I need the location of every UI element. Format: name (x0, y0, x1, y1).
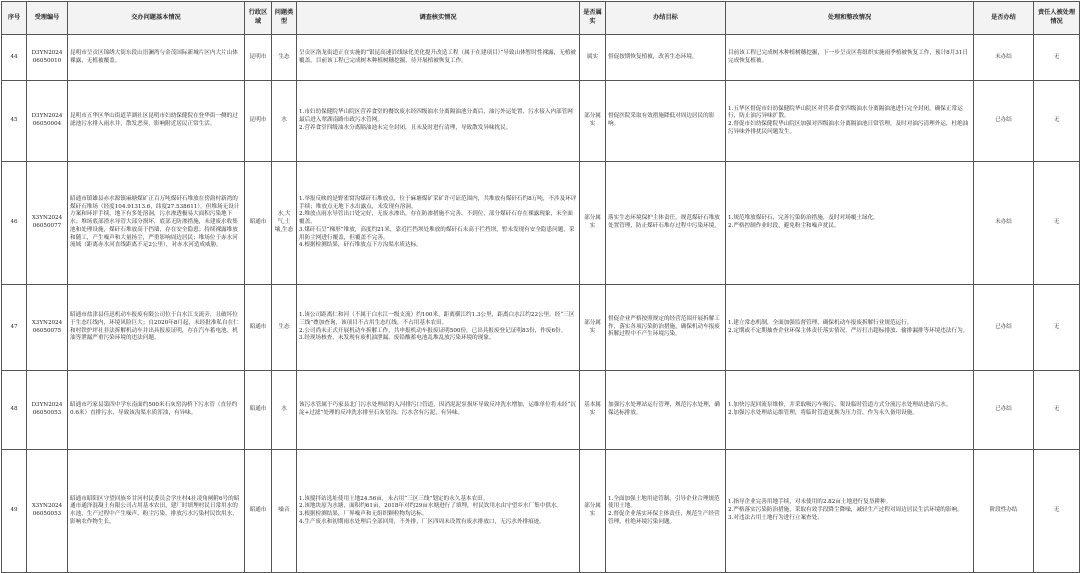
cell-seq: 47 (2, 285, 27, 371)
cell-goal: 加强污水处理站运行管理，规范污水处理，确保达标排放。 (606, 371, 726, 450)
cell-type: 水 (272, 81, 297, 162)
cell-region: 昭通市 (245, 162, 272, 285)
cell-type: 生态 (272, 285, 297, 371)
cell-liability: 无 (1034, 162, 1080, 285)
cell-region: 昆明市 (245, 81, 272, 162)
cell-issue: 昭通市盐津县佳迅机动车报废有限公司位于白水江支流旁，且破坏位于生态红线内，环境风险巨大；自2020年8月起，未经批准私自在仁和村铁炉坪社非法拆解机动车并出具报废证明，存在汽车蓄电池、机油等泄漏严重污染环境的违法问题。 (68, 285, 245, 371)
table-header-row (2, 2, 1080, 35)
cell-seq: 49 (2, 450, 27, 573)
cell-issue: 昭通市镇雄县赤水源镇麻塘煤矿正百万吨煤矸石堆放在傍韵村新湾的煤矸石堆场（经度104.91313.6，纬度27.538611），但堆场无设计方案和环评手续，地下有多处溶洞，污水渗透极易大面积污染地下水；堆场底部渣水导管大部分损坏，底部无防渗措施，未建废水收集池和处理设施，煤矸石堆放高于挡墙，存在安全隐患；持续裸露堆放和随工，产生噪声和大量扬尘，严重影响周边居民；堆场位于赤水河流域（距离赤水河直线距离不足2公里），对赤水河造成威胁。 (68, 162, 245, 285)
cell-goal: 1.全面加强土地用途管制，引导企业合理规范使用土地。 2.督促企业落实环保主体责任，规范生产经营管理，杜绝环境污染问题。 (606, 450, 726, 573)
header-verified: 是否属实 (580, 2, 606, 35)
cell-liability: 无 (1034, 81, 1080, 162)
cell-goal: 督促企业严格按照规定的经营范围开展拆解工作，落实各项污染防治措施，确保机动车报废拆解过程中不产生环境污染。 (606, 285, 726, 371)
cell-issue: 昆明市五华区华山街道苹湖社区昆明市妇幼保健院在登华街一侧的过滤池污水排入雨水井，散发恶臭，影响附近居民正常生活。 (68, 81, 245, 162)
cell-id: X3YN2024 06050077 (27, 162, 68, 285)
cell-seq: 46 (2, 162, 27, 285)
cell-seq: 45 (2, 81, 27, 162)
cell-liability: 无 (1034, 285, 1080, 371)
cell-done: 阶段性办结 (974, 450, 1034, 573)
cell-seq: 48 (2, 371, 27, 450)
header-id: 受理编号 (27, 2, 68, 35)
cell-investigation: 1.举报反映的是野雀窝沟煤矸石堆放点，位于麻塘煤矿采矿许可证范围内，共堆放有煤矸石约8万吨，不涉及环评手续；堆放点无地下水出露点，未发现有溶洞。 2.堆放点雨水导管出口处完好，无废水渗出，存在防渗措施不完善、不到位，部分煤矸石存在裸露现象，未全面覆盖。 3.煤矸石呈“梯形”堆放，高度约21米，靠近拦挡坝处堆放的煤矸石未高于拦挡坝，暂未发现有安全隐患问题，采用防尘网进行覆盖，但覆盖不完善。 4.根据检测结果，矸石堆放点下方沟渠水质达标。 (297, 162, 580, 285)
cell-verified: 基本属实 (580, 371, 606, 450)
cell-handling: 1.建立常态机制，全面加强监督管理，确保机动车报废拆解行业规范运行。 2.定期或不定期抽查企业环保主体责任落实情况，严厉打击超标排放、偷排漏排等环境违法行为。 (726, 285, 974, 371)
cell-done: 未办结 (974, 162, 1034, 285)
cell-handling: 1.指导企业完善用地手续，对未使用的2.82亩土地进行复垦耕种。 2.严格落实污染防治措施，采取有效手段降尘降噪，减轻生产过程对周边居民生活环境的影响。 3.对违法占用土地行为进行立案查处。 (726, 450, 974, 573)
cell-liability: 无 (1034, 371, 1080, 450)
cell-goal: 督促按期恢复植被，改善生态环境。 (606, 35, 726, 81)
header-seq: 序号 (2, 2, 27, 35)
cell-handling: 1.五华区督促市妇幼保健院华山院区对营养食堂四级油水分离隔油池进行完全封闭，确保正常运行，防止油污异味扩散。 2.督促市妇幼保健院华山院区加强对四级油水分离隔油池日常管理，及时对油污清理外运，杜绝油污异味外排扰民问题发生。 (726, 81, 974, 162)
cell-region: 昭通市 (245, 285, 272, 371)
cell-issue: 昭通市昭阳区守望回族乡甘河村民委员会学庄村4社凌角闸附6号的昭通市通泽混凝土有限公司占用基本农田，建厂时填埋村民日常用水的水池，生产过程中产生噪声、粉尘污染，排放污水污染村民饮用水，影响农作物生长。 (68, 450, 245, 573)
header-handling: 处理和整改情况 (726, 2, 974, 35)
cell-investigation: 呈贡区洛龙街道正在实施的“银昆高速沿线绿化美化提升改造工程（属于在建项目）”导致山体暂时性裸露，无植被覆盖。目前该工程已完成树木种植树穗挖掘，待开展植被恢复工作。 (297, 35, 580, 81)
cell-type: 生态 (272, 35, 297, 81)
cell-id: X3YN2024 06050053 (27, 450, 68, 573)
cell-issue: 昭通市巧家县第四中学东南面约500米石灰窑沟桥下污水管（直径约0.6米）直排污水，导致该沟渠水质浑浊，有异味。 (68, 371, 245, 450)
header-done: 是否办结 (974, 2, 1034, 35)
cell-goal: 督促医院采取有效措施降低对周边居民的影响。 (606, 81, 726, 162)
cell-seq: 44 (2, 35, 27, 81)
cell-done: 已办结 (974, 371, 1034, 450)
cell-verified: 部分属实 (580, 81, 606, 162)
table-row (2, 81, 1080, 162)
cell-investigation: 该污水管属于巧家县北门污水处理站的入河排污口管道，因消泥泥泵损坏导致反冲洗水增加，运维单位将未经“沉淀+过滤”处理的反冲洗水排至石灰窑沟，污水含有污泥，有异味。 (297, 371, 580, 450)
cell-verified: 部分属实 (580, 285, 606, 371)
cell-liability: 无 (1034, 35, 1080, 81)
cell-done: 已办结 (974, 81, 1034, 162)
cell-verified: 部分属实 (580, 162, 606, 285)
header-liability: 责任人被处理情况 (1034, 2, 1080, 35)
cell-investigation: 1.该公司距离仁和河（不属于白水江一级支流）约100米，距离横江约1.3公里，距离白水江约22公里。经“三区三线”叠加查询，该项目不占用生态红线，不占用基本农田。 2.公司尚未正式开展机动车拆解工作，共申报机动车报废证明500份，已出具报废登记证明83份，作废6份。 3.经现场核查，未发现有废机油泄漏、废铅酸蓄电池乱堆乱放污染环境的现象。 (297, 285, 580, 371)
cell-issue: 昆明市呈贡区锦绣大街东段山语澜湾与金茂国际新城片区内大片山体裸露，无植被覆盖。 (68, 35, 245, 81)
case-table (1, 1, 1080, 573)
cell-handling: 1.规范堆放煤矸石，完善污染防治措施，及时对场覆土绿化。 2.严格控制作业时段，避免粉尘和噪声扰民。 (726, 162, 974, 285)
header-region: 行政区域 (245, 2, 272, 35)
cell-done: 未办结 (974, 35, 1034, 81)
header-type: 问题类型 (272, 2, 297, 35)
table-row (2, 285, 1080, 371)
cell-handling: 目前该工程已完成树木种植树穗挖掘，下一步呈贡区将组织实施雨季植被恢复工作，预计8月31日完成恢复植被。 (726, 35, 974, 81)
table-row (2, 162, 1080, 285)
cell-region: 昭通市 (245, 371, 272, 450)
cell-investigation: 1.市妇幼保健院华山院区营养食堂的餐饮废水经四级油水分离隔油池分离后，油污外运处置，污水接入内部管网最后进入翠湖南路市政污水管网。 2.营养食堂四级油水分离隔油池未完全封闭，且未及时进行清理，导致散发异味扰民。 (297, 81, 580, 162)
table-row (2, 450, 1080, 573)
cell-id: D3YN2024 06050053 (27, 371, 68, 450)
header-issue: 交办问题基本情况 (68, 2, 245, 35)
cell-region: 昭通市 (245, 450, 272, 573)
cell-id: D3YN2024 06050010 (27, 35, 68, 81)
table-row (2, 35, 1080, 81)
cell-type: 噪音 (272, 450, 297, 573)
header-goal: 办结目标 (606, 2, 726, 35)
cell-type: 水,大气,土壤,生态 (272, 162, 297, 285)
header-investigation: 调查核实情况 (297, 2, 580, 35)
cell-verified: 属实 (580, 35, 606, 81)
cell-investigation: 1.该搅拌站选址使用土地24.56亩，未占用“三区三线”划定的永久基本农田。 2.该地块原为水塘，面积约61亩，2018年对约29亩水塘进行了填埋，村民饮用水由守望乡水厂集中供水。 3.根据检测结果，厂界噪声和无组织颗粒物均达标。 4.生产废水和初期雨水处理后全部回用，不外排，厂区四周未设置有废水排放口，无污水外排痕迹。 (297, 450, 580, 573)
cell-verified: 部分属实 (580, 450, 606, 573)
cell-id: X3YN2024 06050075 (27, 285, 68, 371)
cell-region: 昆明市 (245, 35, 272, 81)
cell-handling: 1.加快污泥回流泵维修，并采取吸污车吸污、架设临时管道方式分流污水处理站进站污水。 2.加强污水处理站运维管理，将临时管道更换为压力管，作为永久备用设施。 (726, 371, 974, 450)
cell-liability: 无 (1034, 450, 1080, 573)
cell-done: 已办结 (974, 285, 1034, 371)
table-row (2, 371, 1080, 450)
cell-id: D3YN2024 06050004 (27, 81, 68, 162)
cell-goal: 落实生态环境保护主体责任，规范煤矸石堆放处置管理，防止煤矸石堆存过程中污染环境。 (606, 162, 726, 285)
cell-type: 水 (272, 371, 297, 450)
